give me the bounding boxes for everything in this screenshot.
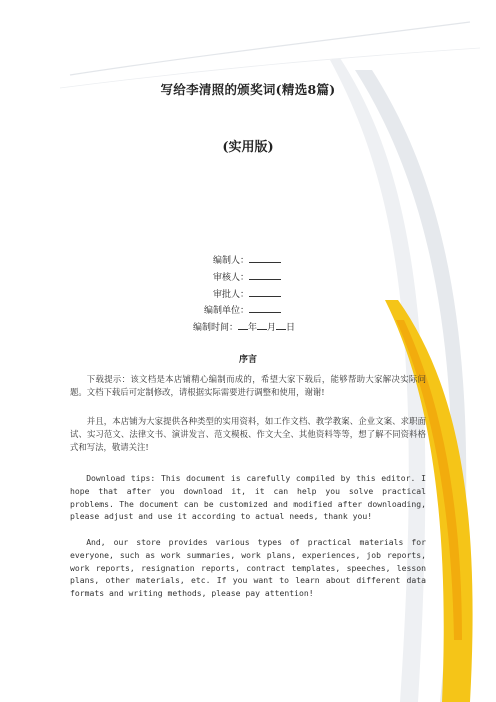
reviewer-blank [249,270,281,280]
editor-blank [249,253,281,263]
approver-label: 审批人： [213,290,250,300]
year-label: 年 [248,323,258,333]
unit-field [204,303,281,317]
time-label: 编制时间： [193,323,239,333]
time-field [193,320,295,334]
document-title: 写给李清照的颁奖词(精选8篇) [160,82,336,97]
approver-blank [249,287,281,297]
day-blank [276,320,286,330]
editor-field [213,253,281,267]
document-subtitle: (实用版) [222,140,274,155]
month-label: 月 [267,323,277,333]
preface-paragraph-4: And, our store provides various types of practical materials for everyone, such as work summaries, work plans, experiences, job reports, work reports, resignation reports, contract templates, speeches, lesson plans, other materials, etc. If you want to learn about different data formats and writing methods, please pay attention! [70,537,426,599]
reviewer-field [213,270,281,284]
preface-paragraph-1: 下载提示：该文档是本店铺精心编制而成的，希望大家下载后，能够帮助大家解决实际问题。文档下载后可定制修改，请根据实际需要进行调整和使用，谢谢! [70,374,426,398]
preface-heading: 序言 [238,355,257,365]
editor-label: 编制人： [213,256,250,266]
preface-paragraph-2: 并且，本店铺为大家提供各种类型的实用资料，如工作文档、教学教案、企业文案、求职面试、实习范文、法律文书、演讲发言、范文模板、作文大全、其他资料等等，想了解不同资料格式和写法，敬请关注! [70,416,426,453]
preface-paragraph-3: Download tips: This document is carefully compiled by this editor. I hope that after you download it, it can help you solve practical problems. The document can be customized and modified after downloading, please adjust and use it according to actual needs, thank you! [70,473,426,522]
reviewer-label: 审核人： [213,273,250,283]
unit-label: 编制单位： [204,306,250,316]
approver-field [213,287,281,301]
day-label: 日 [286,323,296,333]
month-blank [257,320,267,330]
unit-blank [249,303,281,313]
year-blank [238,320,248,330]
